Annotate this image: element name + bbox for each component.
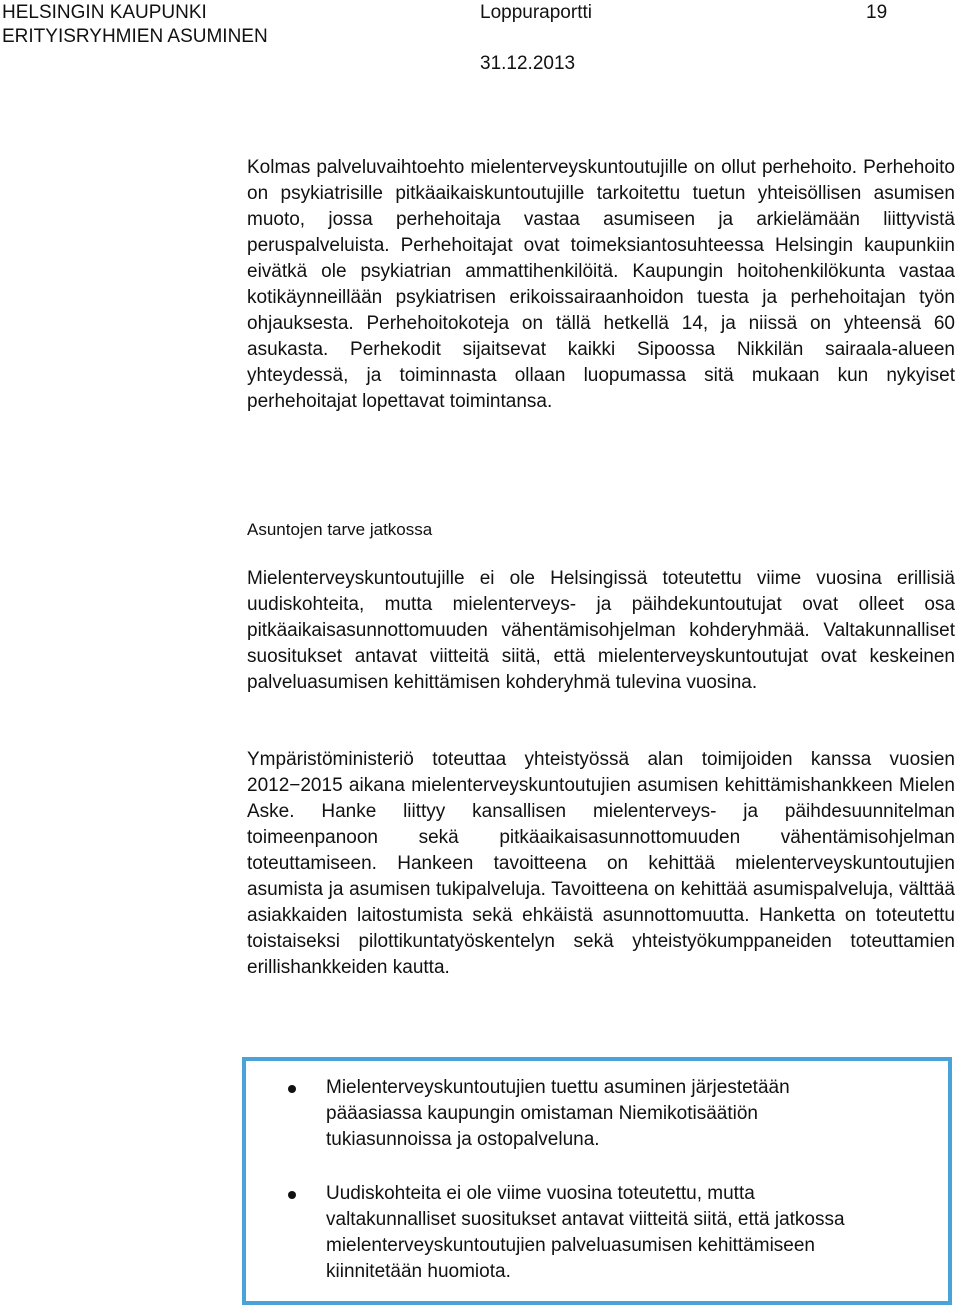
- bullet-icon: [288, 1191, 296, 1199]
- summary-item: [326, 1075, 886, 1153]
- paragraph-mielen-aske: Ympäristöministeriö toteuttaa yhteistyössä alan toimijoiden kanssa vuosien 2012−2015 aikana mielenterveyskuntoutujien asumisen kehittämishankkeen Mielen Aske. Hanke liittyy kansallisen mielenterveys- ja päihdesuunnitelman toimeenpanoon sekä pitkäaikaisasunnottomuuden vähentämisohjelman toteuttamiseen. Hankeen tavoitteena on kehittää mielenterveyskuntoutujien asumista ja asumisen tukipalveluja. Tavoitteena on kehittää asumispalveluja, välttää asiakkaiden laitostumista sekä ehkäistä asunnottomuutta. Hanketta on toteutettu toistaiseksi pilottikuntatyöskentelyn sekä yhteistyökumppaneiden toteuttamien erillishankkeiden kautta.: [247, 749, 955, 978]
- bullet-icon: [288, 1085, 296, 1093]
- department-name: ERITYISRYHMIEN ASUMINEN: [2, 26, 268, 47]
- summary-item-text: Mielenterveyskuntoutujien tuettu asuminen järjestetään pääasiassa kaupungin omistaman Niemikotisäätiön tukiasunnoissa ja ostopalveluna.: [326, 1077, 790, 1150]
- organization-name: HELSINGIN KAUPUNKI: [2, 2, 207, 23]
- document-title: Loppuraportti: [480, 2, 592, 23]
- summary-item-text: Uudiskohteita ei ole viime vuosina toteutettu, mutta valtakunnalliset suositukset antavat viitteitä siitä, että jatkossa mielenterveyskuntoutujien palveluasumisen kehittämiseen kiinnitetään huomiota.: [326, 1183, 845, 1282]
- section-heading: Asuntojen tarve jatkossa: [247, 520, 433, 539]
- page-number: 19: [866, 2, 888, 23]
- paragraph-asuntojen-tarve: Mielenterveyskuntoutujille ei ole Helsingissä toteutettu viime vuosina erillisiä uudiskohteita, mutta mielenterveys- ja päihdekuntoutujat ovat olleet osa pitkäaikaisasunnottomuuden vähentämisohjelman kohderyhmää. Valtakunnalliset suositukset antavat viitteitä siitä, että mielenterveyskuntoutujat ovat keskeinen palveluasumisen kehittämisen kohderyhmä tulevina vuosina.: [247, 568, 955, 693]
- summary-item: [326, 1181, 886, 1285]
- document-date: 31.12.2013: [480, 53, 576, 74]
- paragraph-perhehoito: Kolmas palveluvaihtoehto mielenterveyskuntoutujille on ollut perhehoito. Perhehoito on psykiatrisille pitkäaikaiskuntoutujille tarkoitettu tuetun yhteisöllisen asumisen muoto, jossa perhehoitaja vastaa asumiseen ja arkielämään liittyvistä peruspalveluista. Perhehoitajat ovat toimeksiantosuhteessa Helsingin kaupunkiin eivätkä ole psykiatrian ammattihenkilöitä. Kaupungin hoitohenkilökunta vastaa kotikäynneillään psykiatrisen erikoissairaanhoidon tuesta ja perhehoitajan työn ohjauksesta. Perhehoitokoteja on tällä hetkellä 14, ja niissä on yhteensä 60 asukasta. Perhekodit sijaitsevat kaikki Sipoossa Nikkilän sairaala-alueen yhteydessä, ja toiminnasta ollaan luopumassa sitä mukaan kun nykyiset perhehoitajat lopettavat toimintansa.: [247, 157, 955, 412]
- summary-box: [242, 1057, 952, 1305]
